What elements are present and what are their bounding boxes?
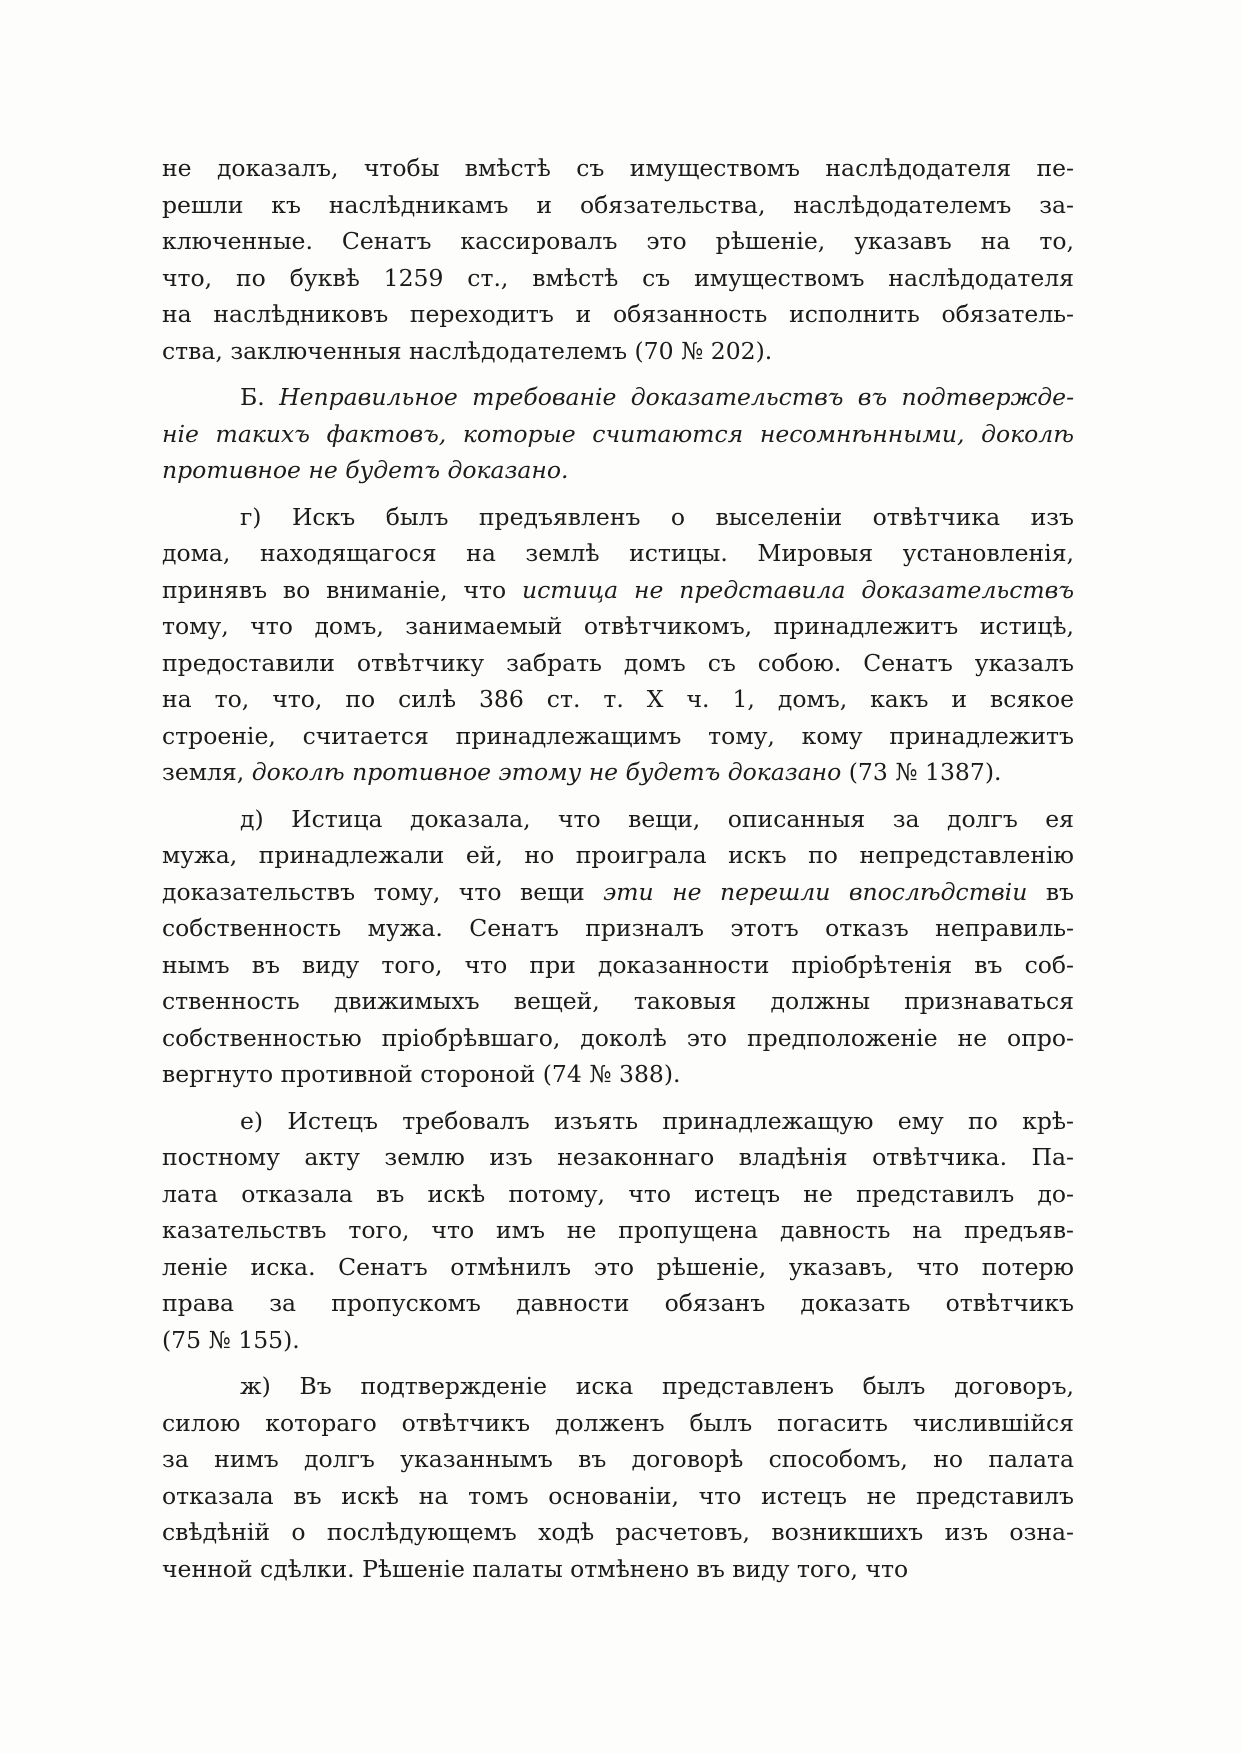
paragraph-d <box>162 801 1074 1093</box>
text-line <box>162 499 1074 536</box>
text-run: принявъ во вниманіе, что <box>162 575 522 604</box>
text-run: е) Истецъ требовалъ изъять принадлежащую ему по крѣ- <box>240 1106 1074 1135</box>
text-line <box>162 1103 1074 1140</box>
text-run: мужа, принадлежали ей, но проиграла искъ по непредставленію <box>162 841 1074 869</box>
text-line <box>162 983 1074 1020</box>
text-line <box>162 223 1074 260</box>
italic-run: Неправильное требованіе доказательствъ въ подтвержде- <box>279 383 1075 411</box>
text-line <box>162 801 1074 838</box>
text-line <box>162 333 1074 370</box>
text-run: собственностью пріобрѣвшаго, доколѣ это предположеніе не опро- <box>162 1023 1074 1052</box>
italic-run: истица не представила доказательствъ <box>522 575 1074 604</box>
text-line <box>162 1441 1074 1478</box>
text-line <box>162 1020 1074 1057</box>
text-line <box>162 645 1074 682</box>
text-line <box>162 1285 1074 1322</box>
text-line <box>162 572 1074 609</box>
text-run: ственность движимыхъ вещей, таковыя должны признаваться <box>162 987 1074 1015</box>
text-run: собственность мужа. Сенатъ призналъ этотъ отказъ неправиль- <box>162 914 1074 942</box>
text-line <box>162 837 1074 874</box>
text-run: (73 № 1387). <box>841 758 1002 786</box>
text-run: Б. <box>240 383 280 411</box>
text-run: решли къ наслѣдникамъ и обязательства, наслѣдодателемъ за- <box>162 190 1074 219</box>
text-run: казательствъ того, что имъ не пропущена давность на предъяв- <box>162 1216 1074 1244</box>
text-run: г) Искъ былъ предъявленъ о выселеніи отвѣтчика изъ <box>240 502 1074 531</box>
text-run: леніе иска. Сенатъ отмѣнилъ это рѣшеніе, указавъ, что потерю <box>162 1252 1074 1281</box>
paragraph-g <box>162 499 1074 791</box>
text-line <box>162 1551 1074 1588</box>
text-line <box>162 1139 1074 1176</box>
text-run: что, по буквѣ 1259 ст., вмѣстѣ съ имуществомъ наслѣдодателя <box>162 263 1074 292</box>
text-line <box>162 187 1074 224</box>
text-line <box>162 1212 1074 1249</box>
text-run: на наслѣдниковъ переходитъ и обязанность исполнить обязатель- <box>162 300 1074 328</box>
text-run: за нимъ долгъ указаннымъ въ договорѣ способомъ, но палата <box>162 1445 1074 1473</box>
paragraph-e <box>162 1103 1074 1359</box>
text-line <box>162 681 1074 718</box>
text-line <box>162 608 1074 645</box>
document-body <box>162 150 1074 1587</box>
text-run: не доказалъ, чтобы вмѣстѣ съ имуществомъ наслѣдодателя пе- <box>162 154 1074 182</box>
italic-run: противное не будетъ доказано. <box>162 456 569 484</box>
text-run: тому, что домъ, занимаемый отвѣтчикомъ, принадлежитъ истицѣ, <box>162 612 1074 640</box>
text-line <box>162 910 1074 947</box>
text-run: свѣдѣній о послѣдующемъ ходѣ расчетовъ, возникшихъ изъ озна- <box>162 1518 1074 1546</box>
text-line <box>162 947 1074 984</box>
text-line <box>162 416 1074 453</box>
text-run: на то, что, по силѣ 386 ст. т. X ч. 1, домъ, какъ и всякое <box>162 685 1074 713</box>
text-line <box>162 1405 1074 1442</box>
text-run: постному акту землю изъ незаконнаго владѣнія отвѣтчика. Па- <box>162 1143 1074 1171</box>
text-run: силою котораго отвѣтчикъ долженъ былъ погасить числившійся <box>162 1408 1074 1437</box>
paragraph-zh <box>162 1368 1074 1587</box>
text-run: земля, <box>162 758 252 786</box>
text-line <box>162 150 1074 187</box>
text-line <box>162 379 1074 416</box>
text-line <box>162 452 1074 489</box>
text-run: нымъ въ виду того, что при доказанности пріобрѣтенія въ соб- <box>162 950 1074 979</box>
text-line <box>162 754 1074 791</box>
text-line <box>162 718 1074 755</box>
text-run: дома, находящагося на землѣ истицы. Мировыя установленія, <box>162 539 1074 567</box>
text-run: ченной сдѣлки. Рѣшеніе палаты отмѣнено въ виду того, что <box>162 1554 909 1583</box>
italic-run: доколѣ противное этому не будетъ доказано <box>251 758 842 786</box>
text-run: ж) Въ подтвержденіе иска представленъ былъ договоръ, <box>240 1372 1074 1400</box>
text-line <box>162 1478 1074 1515</box>
text-run: вергнуто противной стороной (74 № 388). <box>162 1060 681 1088</box>
text-run: въ <box>1027 877 1075 906</box>
text-line <box>162 1056 1074 1093</box>
text-run: доказательствъ тому, что вещи <box>162 877 604 906</box>
text-run: предоставили отвѣтчику забрать домъ съ собою. Сенатъ указалъ <box>162 648 1074 677</box>
text-run: ства, заключенныя наслѣдодателемъ (70 № 202). <box>162 336 773 365</box>
text-run: строеніе, считается принадлежащимъ тому, кому принадлежитъ <box>162 721 1074 750</box>
text-line <box>162 296 1074 333</box>
paragraph-heading-b <box>162 379 1074 489</box>
text-line <box>162 1249 1074 1286</box>
text-line <box>162 1176 1074 1213</box>
text-run: ключенные. Сенатъ кассировалъ это рѣшеніе, указавъ на то, <box>162 227 1074 255</box>
text-line <box>162 1514 1074 1551</box>
italic-run: ніе такихъ фактовъ, которые считаются несомнѣнными, доколѣ <box>162 419 1074 448</box>
text-line <box>162 260 1074 297</box>
text-run: лата отказала въ искѣ потому, что истецъ не представилъ до- <box>162 1179 1074 1208</box>
text-line <box>162 535 1074 572</box>
paragraph-continuation <box>162 150 1074 369</box>
text-line <box>162 874 1074 911</box>
text-run: (75 № 155). <box>162 1325 300 1354</box>
text-run: отказала въ искѣ на томъ основаніи, что истецъ не представилъ <box>162 1481 1074 1510</box>
text-run: д) Истица доказала, что вещи, описанныя за долгъ ея <box>240 804 1074 833</box>
italic-run: эти не перешли впослѣдствіи <box>603 877 1028 906</box>
text-run: права за пропускомъ давности обязанъ доказать отвѣтчикъ <box>162 1289 1074 1317</box>
text-line <box>162 1368 1074 1405</box>
text-line <box>162 1322 1074 1359</box>
